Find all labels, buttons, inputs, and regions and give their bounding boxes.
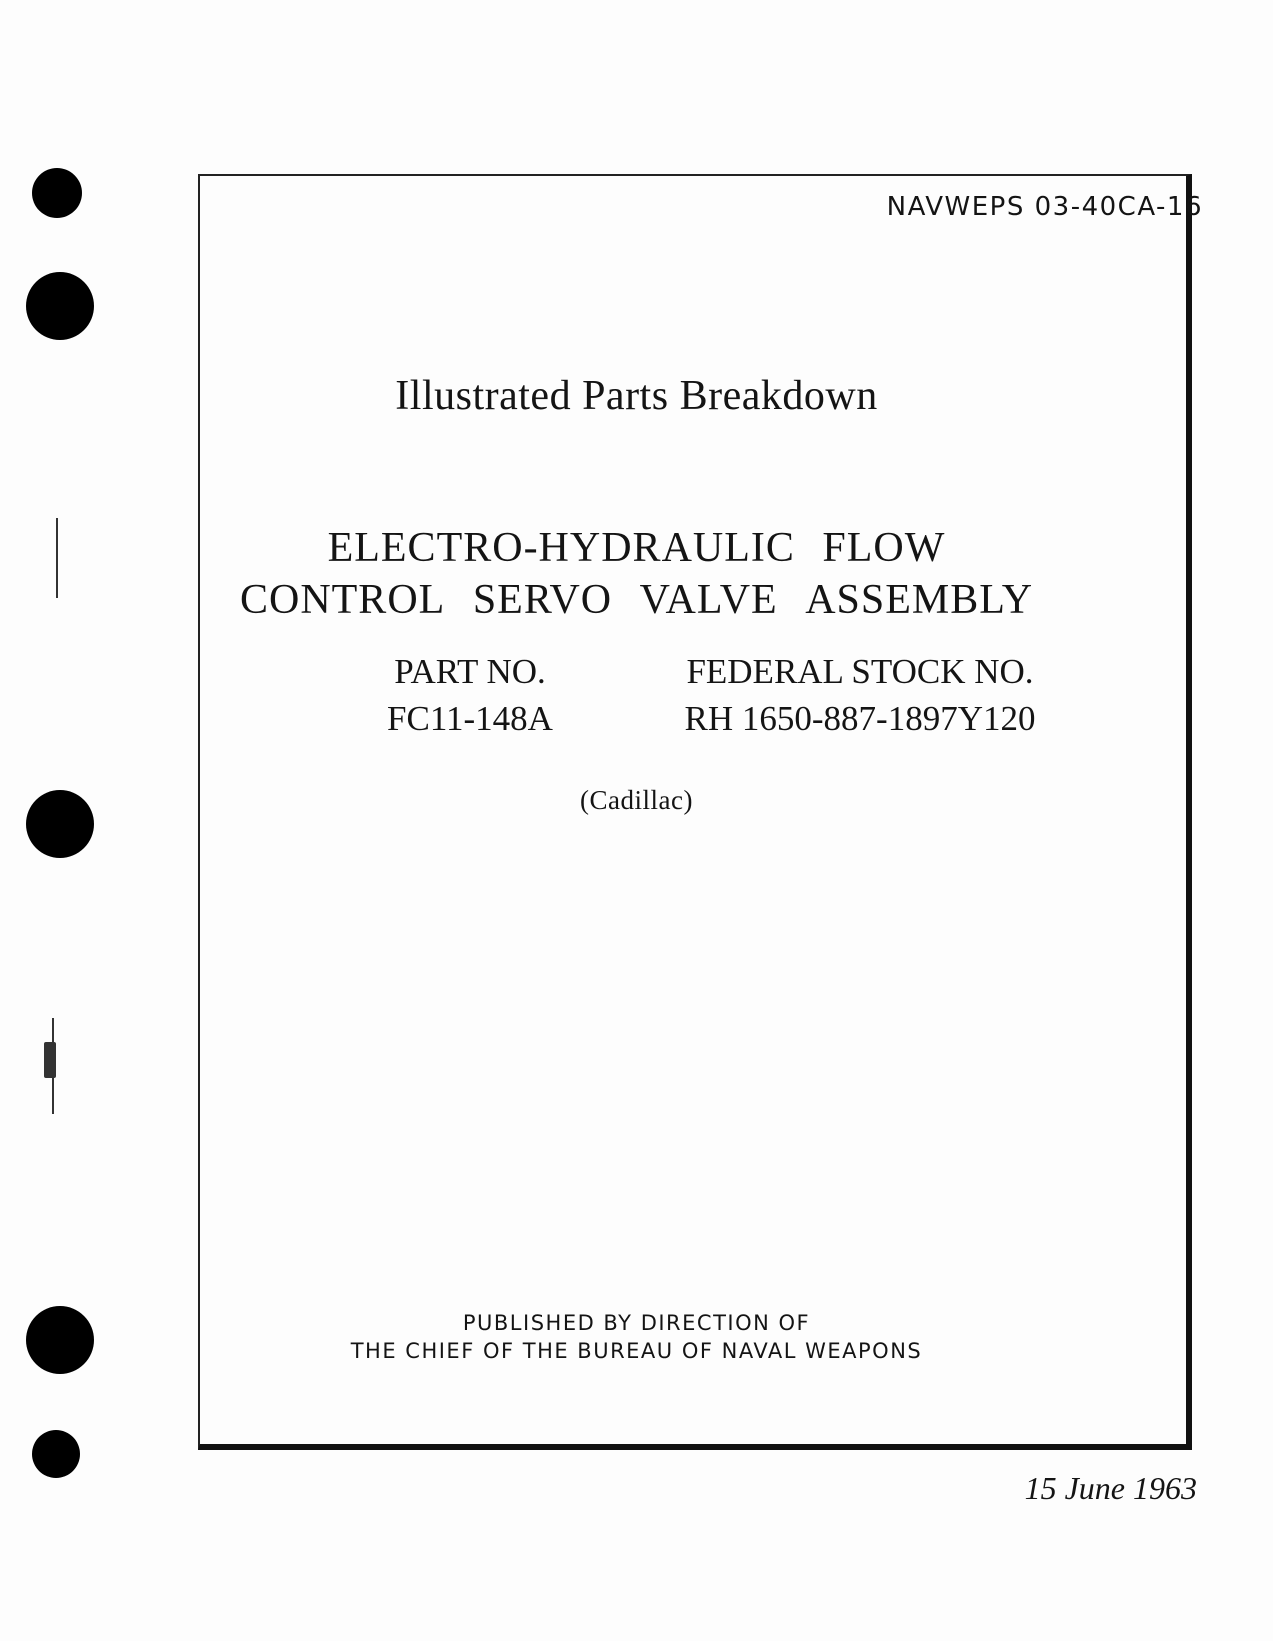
heading-word: ELECTRO-HYDRAULIC — [327, 525, 795, 571]
heading-word: SERVO — [472, 577, 613, 623]
document-title: Illustrated Parts Breakdown — [395, 373, 878, 419]
stock-number-block — [670, 648, 1050, 742]
heading-word: ASSEMBLY — [805, 577, 1034, 623]
heading-line-1 — [0, 527, 1273, 569]
heading-word: VALVE — [639, 577, 778, 623]
heading-word: FLOW — [822, 525, 946, 571]
part-number-label: PART NO. — [394, 652, 546, 691]
publisher-line-1: PUBLISHED BY DIRECTION OF — [462, 1311, 811, 1335]
stock-number-label: FEDERAL STOCK NO. — [686, 652, 1034, 691]
punch-hole-2 — [26, 272, 94, 340]
manufacturer: (Cadillac) — [580, 785, 693, 815]
binding-mark-2 — [44, 1042, 56, 1078]
heading-line-2 — [0, 579, 1273, 621]
publication-date: 15 June 1963 — [1024, 1470, 1197, 1506]
part-number-value: FC11-148A — [387, 699, 553, 738]
stock-number-value: RH 1650-887-1897Y120 — [684, 699, 1036, 738]
heading-word: CONTROL — [239, 577, 446, 623]
document-number: NAVWEPS 03-40CA-16 — [886, 192, 1203, 222]
punch-hole-1 — [32, 168, 82, 218]
punch-hole-5 — [32, 1430, 80, 1478]
part-number-block — [340, 648, 600, 742]
publisher-line-2: THE CHIEF OF THE BUREAU OF NAVAL WEAPONS — [350, 1339, 923, 1363]
binding-mark-3 — [52, 1018, 54, 1114]
